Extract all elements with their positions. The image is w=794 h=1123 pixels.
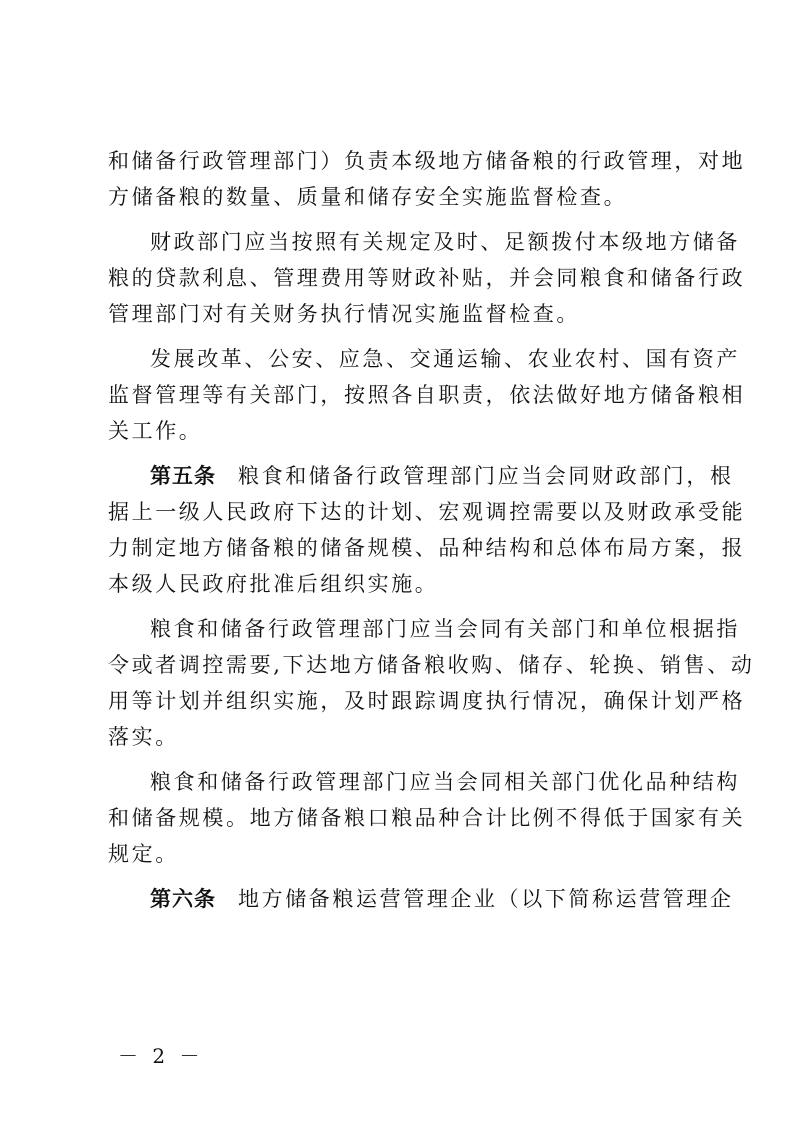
- text-line: 发展改革、公安、应急、交通运输、农业农村、国有资产: [150, 347, 740, 371]
- article-heading: 第六条: [150, 887, 216, 911]
- paragraph-continuation: [108, 143, 746, 215]
- article-5: [108, 458, 746, 602]
- text-line: 方储备粮的数量、质量和储存安全实施监督检查。: [108, 185, 628, 209]
- text-line: 财政部门应当按照有关规定及时、足额拨付本级地方储备: [150, 230, 740, 254]
- text-line: 和储备规模。地方储备粮口粮品种合计比例不得低于国家有关: [108, 806, 746, 830]
- text-line: 粮的贷款利息、管理费用等财政补贴，并会同粮食和储备行政: [108, 266, 746, 290]
- text-line: 监督管理等有关部门，按照各自职责，依法做好地方储备粮相: [108, 383, 746, 407]
- text-line: 据上一级人民政府下达的计划、宏观调控需要以及财政承受能: [108, 500, 746, 524]
- paragraph-departments: [108, 341, 746, 449]
- article-text: 粮食和储备行政管理部门应当会同财政部门，根: [238, 464, 734, 488]
- paragraph-finance: [108, 224, 746, 332]
- text-line: 力制定地方储备粮的储备规模、品种结构和总体布局方案，报: [108, 536, 746, 560]
- text-line: 粮食和储备行政管理部门应当会同有关部门和单位根据指: [150, 617, 740, 641]
- text-line: 令或者调控需要,下达地方储备粮收购、储存、轮换、销售、动: [108, 653, 755, 677]
- article-heading: 第五条: [150, 464, 216, 488]
- text-line: [108, 458, 734, 494]
- text-line: 用等计划并组织实施，及时跟踪调度执行情况，确保计划严格: [108, 689, 746, 713]
- page-number: － 2 －: [118, 1044, 204, 1068]
- text-line: 落实。: [108, 725, 179, 749]
- text-line: 规定。: [108, 842, 179, 866]
- text-line: 管理部门对有关财务执行情况实施监督检查。: [108, 302, 580, 326]
- text-line: [108, 881, 734, 917]
- text-line: 关工作。: [108, 419, 203, 443]
- paragraph-structure: [108, 764, 746, 872]
- text-line: 粮食和储备行政管理部门应当会同相关部门优化品种结构: [150, 770, 740, 794]
- document-body: [108, 143, 755, 917]
- text-line: 和储备行政管理部门）负责本级地方储备粮的行政管理，对地: [108, 149, 746, 173]
- article-text: 地方储备粮运营管理企业（以下简称运营管理企: [238, 887, 734, 911]
- text-line: 本级人民政府批准后组织实施。: [108, 572, 439, 596]
- article-6: [108, 881, 734, 917]
- paragraph-directive: [108, 611, 755, 755]
